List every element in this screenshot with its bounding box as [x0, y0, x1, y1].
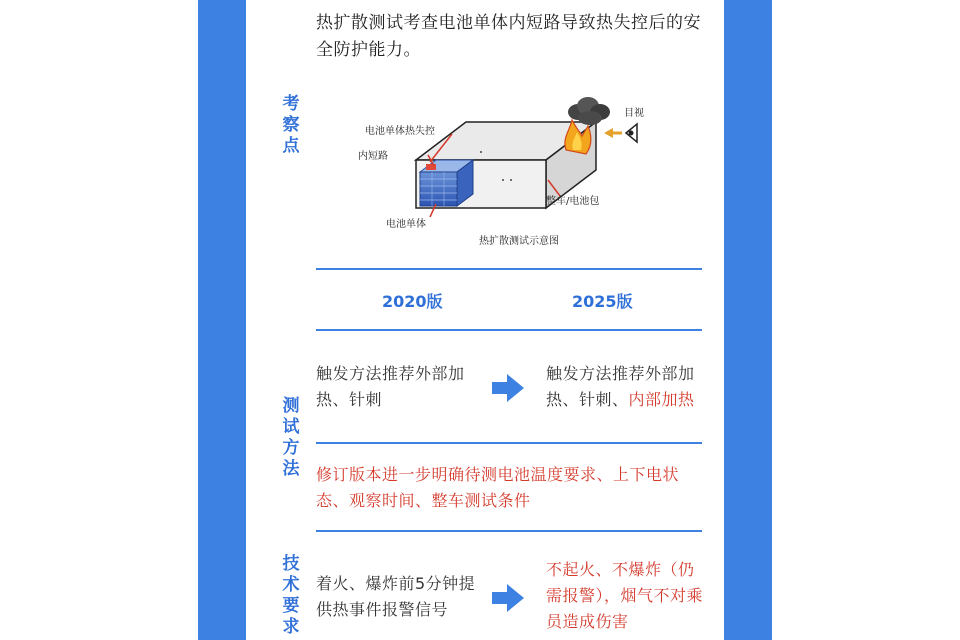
- method-2025-text: [546, 361, 706, 413]
- left-blue-border: [198, 0, 246, 640]
- right-blue-border: [724, 0, 772, 640]
- label-internal-short: 内短路: [358, 151, 388, 162]
- label-battery-cell: 电池单体: [386, 219, 426, 230]
- requirement-2025-text: 不起火、不爆炸（仍需报警），烟气不对乘员造成伤害: [546, 560, 704, 631]
- section-label-focus: 考察点: [282, 94, 300, 156]
- battery-cells: [420, 160, 473, 206]
- intro-text: 热扩散测试考查电池单体内短路导致热失控后的安全防护能力。: [316, 13, 701, 60]
- method-revision-note: 修订版本进一步明确待测电池温度要求、上下电状态、观察时间、整车测试条件: [316, 465, 680, 510]
- divider-top: [316, 268, 702, 270]
- requirement-2020-text: 着火、爆炸前5分钟提供热事件报警信号: [316, 574, 476, 619]
- observer-eye-icon: [604, 124, 637, 142]
- content-card: [246, 0, 724, 640]
- label-vehicle-pack: 整车/电池包: [546, 196, 600, 207]
- label-thermal-runaway: 电池单体热失控: [365, 126, 435, 137]
- column-header-2025: 2025版: [572, 292, 633, 311]
- section-label-requirement: 技术要求: [282, 554, 300, 637]
- arrow-right-icon: [492, 373, 524, 403]
- method-2020-text: 触发方法推荐外部加热、针刺: [316, 364, 465, 409]
- method-2025-highlight: 内部加热: [628, 390, 695, 409]
- section-label-method: 测试方法: [282, 396, 300, 479]
- diagram-caption: 热扩散测试示意图: [479, 236, 559, 247]
- column-header-2020: 2020版: [382, 292, 443, 311]
- label-visual: 目视: [624, 108, 644, 119]
- thermal-diffusion-diagram: [356, 92, 676, 257]
- divider-method: [316, 442, 702, 444]
- arrow-right-icon: [492, 583, 524, 613]
- divider-note: [316, 530, 702, 532]
- method-2025-base: 触发方法推荐外部加热、针刺、: [546, 364, 695, 409]
- divider-header: [316, 329, 702, 331]
